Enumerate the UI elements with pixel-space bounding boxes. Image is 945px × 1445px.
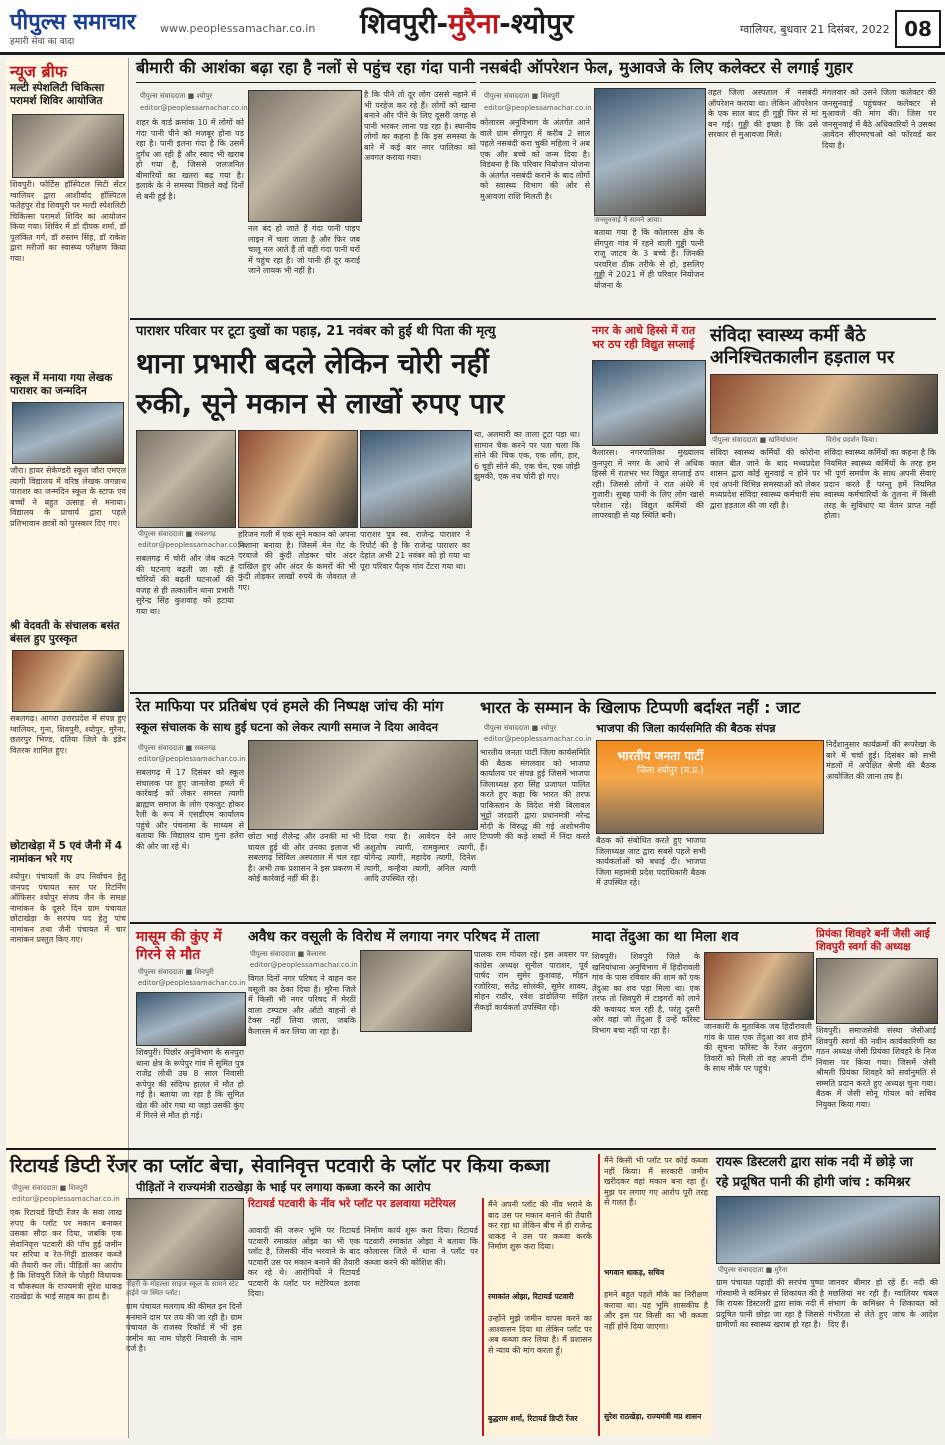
plot-body-2: ग्राम पंचायत मलगाय की कीमत इन दिनों मनमाने दाम पर तय की जा रही है। ग्राम पंचायत के राजस्व रिकॉर्ड में भी इस जमीन का नाम पोहरी निवासी के नाम दर्ज है।: [126, 1302, 242, 1353]
tax-body-2: पालक राम गोयल रहे। इस अवसर पर कांग्रेस अध्यक्ष सुनील पाराशर, पूर्व पार्षद राम सुमेर कुशवाह, मोहन रजोरिया, सतेंद्र सोलंकी, सुमेर शाक्य, मोहन राठौर, रवेश डांडोतिया सहित सैकड़ों कार्यकर्ता उपस्थित रहे।: [474, 950, 588, 1012]
leopard-body-2: जानकारी के मुताबिक जब हिदौरावली गांव के पास एक तेंदुआ का शव होने की सूचना फॉरेस्ट के रेंजर अनुराग तिवारी को मिली तो वह अपनी टीम के साथ मौके पर पहुंचे।: [704, 1022, 812, 1073]
leopard-body-1: शिवपुरी। शिवपुरी जिले के खनियांधाना अनुविभाग में हिदौरावली गांव के पास रविवार की शाम को एक तेंदुआ का शव पड़ा मिला था। एक तरफ तो शिवपुरी में टाइगरों को लाने की कवायद चल रही है, परंतु दूसरी ओर वहां जो तेंदुआ हैं उन्हें फॉरेस्ट विभाग बचा नहीं पा रहा है।: [592, 952, 700, 1035]
sand-body-1: सबलगढ़ में 17 दिसंबर को स्कूल संचालक पर हुए जानलेवा हमले में कार्रवाई को लेकर समस्त त्यागी ब्राह्मण समाज के लोग एकजुट होकर रैली के रूप में एसडीएम कार्यालय पहुंचे और पंचनामा के माध्यम से बताया कि विद्यालय ग्राम गुना हतेरा की ओर जा रहे थे।: [136, 768, 244, 851]
article-dirty-water-headline: बीमारी की आशंका बढ़ा रहा है नलों से पहुंच रहा गंदा पानी: [136, 58, 475, 77]
edition-part-a: शिवपुरी-: [360, 7, 449, 40]
reporter-credit: पीपुल्स संवाददाता ■ शिवपुरी: [484, 92, 560, 100]
sand-subheadline: स्कूल संचालक के साथ हुई घटना को लेकर त्यागी समाज ने दिया आवेदन: [136, 720, 438, 734]
well-headline-2: गिरने से मौत: [136, 947, 201, 963]
editor-email[interactable]: editor@peoplessamachar.co.in: [12, 1195, 120, 1203]
plot-body-1: एक रिटायर्ड डिप्टी रेंजर के सवा लाख रुपए के प्लॉट पर मकान बनाकर उसका सौदा कर दिया, जबकि एक सेवानिवृत्त पटवारी की पाँच हुई जमीन पर सरिया व रेत-गिट्टी डालकर कब्जे की तैयारी कर ली। पीड़ितों का आरोप है कि शिवपुरी जिले के पोहरी विधायक व चौकस्थल के राज्यमंत्री सुरेश धाकड़ राठखेड़ा के भाई साहब का हाथ है।: [10, 1208, 122, 1301]
plot-box-headline: रिटायर्ड पटवारी के नींव भरे प्लॉट पर डलवाया मटेरियल: [248, 1198, 456, 1210]
strike-headline-2: अनिश्चितकालीन हड़ताल पर: [710, 347, 895, 368]
article-dirty-water-body-3: है कि पीने तो दूर लोग उससे नहाने में भी परहेज कर रहे हैं। लोगों को खाना बनाने और पीने के लिए दूसरी जगह से पानी भरकर लाना पड़ रहा है। स्थानीय लोगों का कहना है कि इस समस्या के बारे में कई बार नगर पालिका को अवगत कराया गया।: [364, 90, 476, 162]
brief-1-body: शिवपुरी। फोर्टिस हॉस्पिटल सिटी सेंटर ग्वालियर द्वारा आशीर्वाद हॉस्पिटल फतेहपुर रोड शिवपुरी पर मल्टी स्पेशलिटी चिकित्सा परामर्श शिविर का आयोजन किया गया। शिविर में डॉ दीपक शर्मा, डॉ पुलकित गर्ग, डॉ रुस्तम सिंह, डॉ राकेश द्वारा मरीजों का स्वास्थ्य परीक्षण किया गया।: [10, 180, 126, 263]
photo-caption: पोहरी के मोहल्ला साइज स्कूल के सामने स्टेट हाईवे पर स्थित प्लॉट।: [126, 1280, 239, 1297]
leopard-headline: मादा तेंदुआ का था मिला शव: [592, 929, 739, 945]
brief-3-headline: श्री वेदवती के संचालक बसंत बंसल हुए पुरस्कृत: [10, 620, 120, 645]
strike-headline-1: संविदा स्वास्थ्य कर्मी बैठे: [710, 325, 866, 346]
tax-body-1: विगत दिनों नगर परिषद ने वाहन कर वसूली का ठेका दिया है। मुरैना जिले में किसी भी नगर परिषद में मेरठी वाला टम्पटम और ऑटो वाहनों से टैक्स नहीं लिया जाता, जबकि कैलारस में कर लिया जा रहा है।: [248, 974, 356, 1036]
jci-body: शिवपुरी। समाजसेवी संस्था जेसीआई शिवपुरी स्वर्गा की नवीन कार्यकारिणी का गठन अध्यक्ष जेसी प्रियंका शिवहरे के निज निवास पर किया गया। जिसमें जेसी श्रीमती प्रियंका शिवहरे को सर्वानुमति से सम्मति प्रदान करते हुए अध्यक्ष चुना गया। बैठक में जेसी सोनू गोयल को सचिव नियुक्त किया गया।: [816, 1026, 936, 1109]
editor-email[interactable]: editor@peoplessamachar.co.in: [140, 104, 248, 112]
plot-box-body-2: निर्माण कार्य शुरू करा दिया। रिटायर्ड पटवारी रमाकांत ओझा ने बताया कि कोलारस जिले में थाना ने प्लॉट पर कब्जा करने की कोशिश की।: [364, 1226, 478, 1267]
lead-body-2: हरिजन गली में एक सूने मकान को अपना निशाना बनाया है। जिसमें मेन गेट के दरवाजे की कुंदी तोड़कर चोर अंदर दाखिल हुए और अंदर के कमरों की भी कुंदी तोड़कर लाखों रुपये के जेवरात ले गए।: [238, 530, 356, 592]
strike-body-2: संविदा स्वास्थ्य कर्मियों का कहना है कि नियमित स्वास्थ्य कर्मियों के तरह हम भी पूर्ण समर्पण के साथ अपनी सेवाएं प्रदान करते हैं परन्तु हमें नियमित स्वास्थ्य कर्मचारियों के तुलना में किसी तरह के सुविधाएं या वेतन प्राप्त नहीं होता।: [824, 448, 936, 520]
editor-email[interactable]: editor@peoplessamachar.co.in: [138, 979, 246, 987]
jci-photo: [816, 958, 938, 1024]
lead-body-1: सबलगढ़ में चोरी और जेब कटने की घटनाएं बढ़ती जा रही हैं चोरियों की बढ़ती घटनाओं की वजह से ही तत्कालीन थाना प्रभारी सुरेन्द्र सिंह कुशवाह को हटाया गया था।: [136, 554, 234, 616]
lead-headline-line-2: रुकी, सूने मकान से लाखों रुपए पार: [136, 387, 505, 420]
page-number: 08: [895, 10, 941, 48]
quote-3-author: भगवान धाकड़, सचिव: [604, 1268, 665, 1277]
masthead: [0, 0, 945, 55]
reporter-credit: पीपुल्स संवाददाता ■ खनियांधाना: [712, 436, 798, 444]
sand-protest-photo: [248, 740, 478, 830]
plot-headline: रिटायर्ड डिप्टी रेंजर का प्लॉट बेचा, सेवानिवृत्त पटवारी के प्लॉट पर किया कब्जा: [10, 1155, 550, 1177]
quote-2-author: बुद्धराम शर्मा, रिटायर्ड डिप्टी रेंजर: [488, 1414, 578, 1423]
reporter-credit: पीपुल्स संवाददाता ■ सबलगढ़: [138, 530, 216, 538]
article-sterilization-body-4: मंगलवार को उसने जिला कलेक्टर की जनसुनवाई पहुंचकर कलेक्टर से मुआवजे की मांग की। जिस पर जनसुनवाई में बैठे अधिकारियों ने उसका आवेदन सीएमएचओ को फॉरवर्ड कर दिया है।: [822, 88, 936, 150]
section-rule: [130, 922, 936, 924]
reporter-credit: पीपुल्स संवाददाता ■ मुरैना: [718, 1266, 788, 1274]
photo-caption: विरोध प्रदर्शन किया।: [826, 436, 878, 444]
plot-box-body-1: आवादी की जरूर भूमि पर रिटायर्ड पटवारी रमाकांत ओझा का भी एक प्लॉट है, जिसकी नींव भरवाने के बाद पटवारी उस पर मकान बनाने की तैयारी कर रहे थे। आरोपियों ने रिटायर्ड पटवारी के प्लॉट पर मटेरियल डलवा दिया।: [248, 1226, 360, 1298]
brief-3-body: सबलगढ़। आगरा उत्तरप्रदेश में संपन्न हुए ग्वालियर, गुना, शिवपुरी, श्योपुर, मुरैना, छतरपुर भिण्ड, दतिया जिले के इंडेन वितरक शामिल हुए।: [10, 714, 126, 755]
lead-photo-room: [238, 430, 358, 528]
brief-2-headline: स्कूल में मनाया गया लेखक पाराशर का जन्मदिन: [10, 372, 113, 397]
editor-email[interactable]: editor@peoplessamachar.co.in: [250, 961, 358, 969]
logo: पीपुल्स समाचार: [10, 10, 136, 35]
tax-protest-photo: [360, 950, 472, 1032]
strike-body-1: संविदा स्वास्थ्य कर्मियों की कोरोना काल बीत जाने के बाद मध्यप्रदेश शासन द्वारा कोई सुनवाई न होने पर एवं अपनी विभिन्न समस्याओं को लेकर मध्यप्रदेश संविदा स्वास्थ्य कर्मचारी संघ द्वारा हड़ताल की जा रही है।: [710, 448, 820, 510]
reporter-credit: पीपुल्स संवाददाता ■ श्योपुर: [140, 92, 213, 100]
reporter-credit: पीपुल्स संवाददाता ■ शिवपुरी: [12, 1184, 88, 1192]
section-rule: [130, 318, 936, 320]
brief-1-headline: मल्टी स्पेशलिटी चिकित्सा परामर्श शिविर आयोजित: [10, 82, 105, 107]
distillery-photo: [716, 1196, 940, 1264]
logo-tagline: हमारी सेवा का वादा: [10, 37, 75, 47]
sand-body-2: छोटा भाई शैलेन्द्र और उनकी मां भी घायल हुई थी और उनका इलाज भी सबलगढ़ सिविल अस्पताल में चल रहा है। अभी तक प्रशासन ने इस प्रकरण में कोई कार्रवाई नहीं की है।: [248, 832, 360, 883]
edition-part-b: मुरैना: [448, 7, 500, 40]
photo-caption: जनसुनवाई में सामने आया।: [594, 216, 662, 224]
issue-date: ग्वालियर, बुधवार 21 दिसंबर, 2022: [740, 23, 890, 36]
bjp-meeting-photo: [596, 740, 824, 834]
bjp-body-1: भारतीय जनता पार्टी जिला कार्यसमिति की बैठक मंगलवार को भाजपा कार्यालय पर संपन्न हुई जिसमें भाजपा जिलाध्यक्ष हरा सिंह प्रजापत पालित करते हुए कहा कि भारत की तरफ पाकिस्तान के विदेश मंत्री बिलावल भुट्टो जरदारी द्वारा प्रधानमंत्री नरेन्द्र मोदी के विरुद्ध की गई अशोभनीय टिप्पणी की कड़े शब्दों में निंदा करते हैं।: [480, 748, 590, 852]
distillery-body-2: जानवर बीमार हो रहे हैं। नदी की मछलियां मर रही हैं। ग्वालियर चंबल संभाग के कमिश्नर ने शिकायत को गंभीरता से लेते हुए जांच के आदेश दिए हैं।: [828, 1278, 938, 1329]
tax-headline: अवैध कर वसूली के विरोध में लगाया नगर परिषद में ताला: [248, 929, 540, 945]
editor-email[interactable]: editor@peoplessamachar.co.in: [138, 755, 246, 763]
edition-part-c: -श्योपुर: [499, 7, 574, 40]
bjp-banner-text: भारतीय जनता पार्टी: [617, 749, 704, 763]
plot-quote-column-2: [598, 1154, 712, 1436]
brief-1-photo: [12, 114, 124, 178]
well-body: शिवपुरी। पिछोर अनुविभाग के सनपुरा थाना क्षेत्र के रूपेपुर गांव में सुमित पुत्र राजेंद्र लोधी उम्र 8 साल निवासी रूपेपुर की संदिग्ध हालत में मौत हो गई है। बताया जा रहा है कि सुमित खेत की ओर गया था जहां उसकी कुंए में गिरने से मौत हो गई।: [136, 1048, 244, 1120]
plot-photo: [126, 1198, 244, 1280]
reporter-credit: पीपुल्स संवाददाता ■ सबलगढ़: [138, 744, 216, 752]
brief-4-body: श्योपुर। पंचायतों के उप निर्वाचन हेतु जनपद पंचायत स्तर पर रिटर्निंग ऑफिसर श्योपुर संजय जैन के समक्ष नामांकन के दूसरे दिन ग्राम पंचायत छोटाखेड़ा के सरपंच पद हेतु पांच नामांकन तथा जैनी पंचायत में चार नामांकन प्रस्तुत किए गए।: [10, 872, 126, 944]
dirty-water-photo: [248, 90, 362, 222]
plot-subheadline: पीड़ितों ने राज्यमंत्री राठखेड़ा के भाई पर लगाया कब्जा करने का आरोप: [136, 1180, 431, 1194]
distillery-headline-2: रहे प्रदूषित पानी की होगी जांच : कमिश्नर: [716, 1175, 911, 1190]
reporter-credit: पीपुल्स संवाददाता ■ शिवपुरी: [138, 968, 214, 976]
distillery-body-1: ग्राम पंचायत पहाड़ी की सरपंच पुष्पा गोस्वामी ने कमिश्नर से शिकायत की है कि रायरू डिस्टलरी द्वारा सांक नदी में प्रदूषित पानी छोड़ा जा रहा है जिससे ग्रामीणों का स्वास्थ्य खराब हो रहा है।: [716, 1278, 824, 1329]
lead-body-4: था, अलमारी का ताला टूटा पड़ा था। सामान चैक करने पर पता चला कि सोने की चिक एक, एक लोंग, हार, 6 चूड़ी सोने की, एक चेन, एक जोड़ी झुमकी, एक नथ चोरी हो गए।: [474, 430, 580, 481]
quote-4-author: सुरेश राठखेड़ा, राज्यमंत्री मप्र शासन: [604, 1412, 702, 1421]
news-brief-title: न्यूज ब्रीफ: [10, 62, 68, 81]
website-url[interactable]: www.peoplessamachar.co.in: [160, 22, 316, 35]
quote-1-author: रमाकांत ओझा, रिटायर्ड पटवारी: [488, 1292, 574, 1301]
divider: [480, 82, 936, 83]
sand-headline: रेत माफिया पर प्रतिबंध एवं हमले की निष्पक्ष जांच की मांग: [136, 699, 444, 715]
article-dirty-water-body-1: शहर के वार्ड क्रमांक 10 में लोगों को गंदा पानी पीने को मजबूर होना पड़ रहा है। पानी इतना गंदा है कि उसमें दुर्गंध आ रही है और स्वाद भी खराब हो गया है, जिससे जलजनित बीमारियों का खतरा बढ़ गया है। इलाके के ने समस्या पिछले कई दिनों से बनी हुई है।: [136, 118, 244, 201]
article-sterilization-body-2: बताया गया है कि कोलारस क्षेत्र के सेंगपुरा गांव में रहने वाली गुड्डी पत्नी राजू जाटव के 3 बच्चे हैं। जिनकी परवरिश ठीक तरीके से हो, इसलिए गुड्डी ने 2021 में ही परिवार नियोजन योजना के: [594, 228, 704, 290]
sterilization-photo: [594, 88, 706, 216]
article-dirty-water-body-2: नल बंद हो जाते हैं गंदा पानी पाइप लाइन में चला जाता है और फिर जब चालू नल आते हैं तो वही गंदा पानी घरों में पहुंच रहा है। जो पानी ही दूर कराई जाने लायक भी नहीं है।: [248, 224, 360, 275]
divider: [136, 82, 476, 83]
bjp-headline: भारत के सम्मान के खिलाफ टिप्पणी बर्दाश्त नहीं : जाट: [480, 698, 801, 717]
power-headline: नगर के आधे हिस्से में रात भर ठप रही विद्युत सप्लाई: [592, 324, 696, 351]
bjp-subheadline: भाजपा की जिला कार्यसमिति की बैठक संपन्न: [596, 722, 776, 735]
editor-email[interactable]: editor@peoplessamachar.co.in: [138, 541, 246, 549]
well-headline-1: मासूम की कुंए में: [136, 929, 222, 945]
bjp-banner-subtext: जिला श्योपुर (म.प्र.): [637, 766, 704, 776]
lead-photo-cupboard: [360, 430, 472, 528]
distillery-headline-1: रायरू डिस्टलरी द्वारा सांक नदी में छोड़े जा: [716, 1155, 913, 1170]
sand-body-3: दिया गया है। आवेदन देने आए अशुतोष त्यागी, रामकुमार त्यागी, योगेन्द्र त्यागी, महादेव त्यागी, दिनेश त्यागी, कन्हैया त्यागी, अनिल त्यागी आदि उपस्थित रहे।: [364, 832, 476, 883]
section-rule: [130, 692, 936, 694]
power-photo: [592, 360, 706, 446]
brief-2-body: जौरा। हायर सेकेण्डरी स्कूल जौरा एमएल त्यागी विद्यालय में वरिष्ठ लेखक जगन्नाथ पाराशर का जन्मदिन स्कूल के स्टाफ एवं बच्चों ने बहुत उत्साह से मनाया। विद्यालय के प्राचार्य द्वारा पहले प्रतिभावान छात्रों को पुरस्कार दिए गए।: [10, 466, 126, 528]
editor-email[interactable]: editor@peoplessamachar.co.in: [484, 735, 592, 743]
lead-kicker: पाराशर परिवार पर टूटा दुखों का पहाड़, 21 नवंबर को हुई थी पिता की मृत्यु: [136, 324, 496, 339]
quote-2: उन्होंने मुझे जमीन वापस करने का आश्वासन दिया था लेकिन प्लॉट पर अब कब्जा कर लिया है। मैं प्रशासन से न्याय की मांग करता हूँ।: [488, 1314, 592, 1355]
lead-photo-officer: [136, 430, 236, 528]
power-body: कैलारस। नगरपालिका मुख्यालय कुनपुरा में नगर के आधे से अधिक हिस्से में रातभर भर विद्युत सप्लाई ठप रही। जिससे लोगों ने रात अंधेरे में गुजारी। सुबह पानी के लिए लोग खासे परेशान रहे। विद्युत कर्मियों की लापरवाही से यह स्थिति बनी।: [592, 448, 704, 520]
lead-headline-line-1: थाना प्रभारी बदले लेकिन चोरी नहीं: [136, 347, 489, 380]
bjp-body-3: निर्देशानुसार कार्यक्रमों की रूपरेखा के बारे में चर्चा हुई। दिसंबर को सभी मंडलों में अपेक्षित श्रेणी की बैठक आयोजित की जाना तय है।: [826, 740, 936, 781]
reporter-credit: पीपुल्स संवाददाता ■ कैलारस: [250, 950, 327, 958]
strike-photo: [710, 374, 938, 434]
article-sterilization-body-3: तहत जिला अस्पताल में नसबंदी ऑपरेशन कराया था। लेकिन ऑपरेशन के एक साल बाद ही गुड्डी फिर से मां बन गई। गुड्डी की इच्छा है कि उसे सरकार से मुआवजा मिले।: [708, 88, 818, 139]
lead-body-3: पाराशर पुत्र स्व. राजेन्द्र पाराशर ने रिपोर्ट की है कि राजेन्द्र पाराशर का देहांत अभी 21 नवंबर को हो गया था पूरा परिवार पैतृक गांव टेंटरा गया था।: [360, 530, 470, 571]
article-sterilization-body-1: कोलारस अनुविभाग के अंतर्गत आने वाले ग्राम सेंगपुरा में करीब 2 साल पहले नसबंदी करा चुकी महिला ने अब एक और बच्चे को जन्म दिया है। विडंबना है कि परिवार नियोजन योजना के अंतर्गत नसबंदी कराने के बाद लोगों को स्वास्थ्य विभाग की ओर से मुआवजा राशि मिलती है।: [480, 118, 590, 201]
brief-3-photo: [12, 650, 124, 712]
jci-headline: प्रियंका शिवहरे बनीं जैसी आई शिवपुरी स्वर्गा की अध्यक्ष: [816, 928, 930, 953]
brief-2-photo: [12, 402, 124, 464]
section-rule: [6, 1148, 936, 1150]
reporter-credit: पीपुल्स संवाददाता ■ श्योपुर: [484, 724, 557, 732]
article-sterilization-headline: नसबंदी ऑपरेशन फेल, मुआवजे के लिए कलेक्टर से लगाई गुहार: [480, 58, 853, 77]
quote-1: मैंने अपनी प्लॉट की नींव भराने के बाद उस पर मकान बनाने की तैयारी कर रहा था लेकिन बीच में ही राजेन्द्र धाकड़ ने उस पर कब्जा करके निर्माण शुरू करा दिया।: [488, 1200, 592, 1251]
edition-title: [360, 4, 573, 42]
bjp-body-2: बैठक को संबोधित करते हुए भाजपा जिलाध्यक्ष जाट द्वारा सबसे पहले सभी कार्यकर्ताओं को बधाई दी। भाजपा जिला महामंत्री प्रदेश पदाधिकारी बैठक में उपस्थित रहे।: [596, 836, 706, 887]
brief-4-headline: छोटाखेड़ा में 5 एवं जैनी में 4 नामांकन भरे गए: [10, 840, 123, 865]
leopard-photo: [704, 952, 814, 1020]
quote-3: मैंने किसी भी प्लॉट पर कोई कब्जा नहीं किया। मैं सरकारी जमीन खरीदकर वहां मकान बना रहा हूँ। मुझ पर लगाए गए आरोप पूरी तरह से गलत हैं।: [604, 1156, 708, 1207]
quote-4: हमने बहुत पहले मौके का निरीक्षण कराया था। यह भूमि शासकीय है और इस पर किसी का भी कब्जा नहीं होने दिया जाएगा।: [604, 1290, 708, 1331]
plot-quote-column-1: [482, 1198, 596, 1436]
well-photo: [136, 992, 246, 1046]
editor-email[interactable]: editor@peoplessamachar.co.in: [484, 104, 592, 112]
